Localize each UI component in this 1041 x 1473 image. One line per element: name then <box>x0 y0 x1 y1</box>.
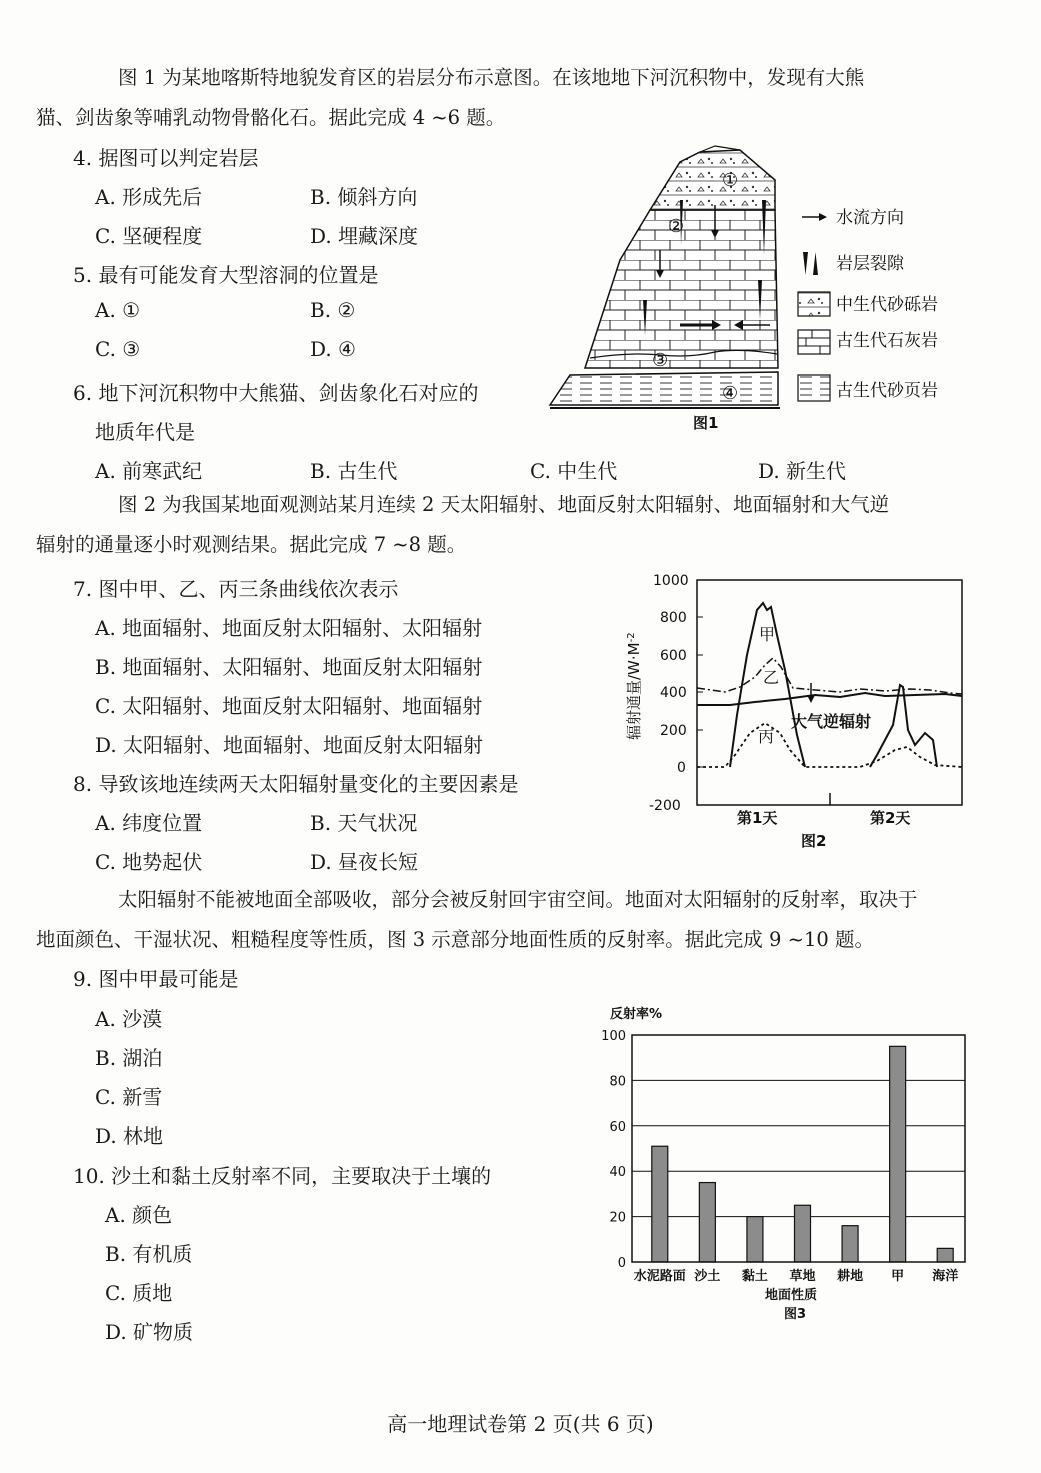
curve-atm-counter-radiation <box>697 693 962 705</box>
label-atm: 大气逆辐射 <box>791 712 872 731</box>
section2-intro-line2: 辐射的通量逐小时观测结果。据此完成 7 ~8 题。 <box>36 533 467 556</box>
q4-option-b[interactable]: B. 倾斜方向 <box>310 185 418 209</box>
q8-option-d[interactable]: D. 昼夜长短 <box>310 850 419 874</box>
q6-stem-line1: 6. 地下河沉积物中大熊猫、剑齿象化石对应的 <box>73 381 479 405</box>
xtick-label: 甲 <box>891 1269 905 1284</box>
ytick-label: 40 <box>609 1165 626 1181</box>
q5-option-d[interactable]: D. ④ <box>310 337 356 361</box>
ytick-200: 200 <box>660 723 687 739</box>
q6-option-c[interactable]: C. 中生代 <box>530 459 618 483</box>
marker-3: ③ <box>652 350 669 371</box>
bar-草地 <box>795 1205 811 1262</box>
figure1-caption: 图1 <box>693 414 719 432</box>
ytick-0: 0 <box>677 760 686 776</box>
figure3-ylabel: 反射率% <box>610 1007 663 1022</box>
legend-fissure-label: 岩层裂隙 <box>836 254 904 274</box>
q6-option-b[interactable]: B. 古生代 <box>310 459 398 483</box>
figure1-legend <box>798 208 938 401</box>
figure3-caption: 图3 <box>784 1307 807 1322</box>
figure2-chart <box>615 565 970 855</box>
figure2-caption: 图2 <box>801 832 827 850</box>
marker-1: ① <box>722 170 739 191</box>
q6-option-d[interactable]: D. 新生代 <box>758 459 847 483</box>
figure3-grid <box>632 1080 965 1216</box>
figure1-diagram <box>540 140 970 440</box>
section1-intro <box>36 58 968 138</box>
xlabel-day2: 第2天 <box>870 809 911 827</box>
q7-option-d[interactable]: D. 太阳辐射、地面辐射、地面反射太阳辐射 <box>95 733 484 757</box>
figure2-ylabel-sup: -2 <box>626 632 637 643</box>
label-bing: 丙 <box>758 727 775 746</box>
q8-stem: 8. 导致该地连续两天太阳辐射量变化的主要因素是 <box>73 772 519 796</box>
bar-耕地 <box>842 1226 858 1262</box>
q5-stem: 5. 最有可能发育大型溶洞的位置是 <box>73 263 379 287</box>
label-jia: 甲 <box>759 625 776 644</box>
ytick-label: 100 <box>601 1029 626 1044</box>
ytick-label: 60 <box>609 1119 626 1135</box>
q4-option-a[interactable]: A. 形成先后 <box>95 185 203 209</box>
figure3-chart <box>600 1000 975 1325</box>
legend-shale-label: 古生代砂页岩 <box>836 381 938 401</box>
xtick-label: 海洋 <box>932 1269 959 1284</box>
page-footer: 高一地理试卷第 2 页(共 6 页) <box>387 1412 654 1436</box>
q8-option-c[interactable]: C. 地势起伏 <box>95 850 203 874</box>
q10-option-d[interactable]: D. 矿物质 <box>105 1320 194 1344</box>
ytick-label: 80 <box>609 1074 626 1090</box>
section1-intro-line1: 图 1 为某地喀斯特地貌发育区的岩层分布示意图。在该地地下河沉积物中，发现有大熊 <box>118 66 865 89</box>
q4-option-c[interactable]: C. 坚硬程度 <box>95 224 203 248</box>
section3-intro-line2: 地面颜色、干湿状况、粗糙程度等性质，图 3 示意部分地面性质的反射率。据此完成 9 ~10 题。 <box>36 928 874 951</box>
q9-option-c[interactable]: C. 新雪 <box>95 1085 163 1109</box>
q10-option-a[interactable]: A. 颜色 <box>105 1203 173 1227</box>
marker-4: ④ <box>722 383 739 404</box>
figure3-xticks <box>634 1268 958 1284</box>
legend-limestone-label: 古生代石灰岩 <box>836 331 938 351</box>
xlabel-day1: 第1天 <box>737 809 778 827</box>
q7-option-b[interactable]: B. 地面辐射、太阳辐射、地面反射太阳辐射 <box>95 655 483 679</box>
q10-stem: 10. 沙土和黏土反射率不同，主要取决于土壤的 <box>73 1164 492 1188</box>
q6-stem-line2: 地质年代是 <box>95 420 195 444</box>
q7-stem: 7. 图中甲、乙、丙三条曲线依次表示 <box>73 577 399 601</box>
q4-option-d[interactable]: D. 埋藏深度 <box>310 224 419 248</box>
ytick-1000: 1000 <box>653 573 689 589</box>
figure2-ylabel: 辐射通量$/W\cdot M^{-2}$ <box>625 632 643 740</box>
ytick-600: 600 <box>660 648 687 664</box>
label-yi: 乙 <box>763 668 780 687</box>
ytick-800: 800 <box>660 610 687 626</box>
xtick-label: 沙土 <box>694 1269 721 1284</box>
xtick-label: 黏土 <box>741 1269 768 1284</box>
figure3-xlabel: 地面性质 <box>765 1288 818 1303</box>
marker-2: ② <box>668 216 685 237</box>
q7-option-a[interactable]: A. 地面辐射、地面反射太阳辐射、太阳辐射 <box>95 616 483 640</box>
q9-option-d[interactable]: D. 林地 <box>95 1124 164 1148</box>
q10-option-c[interactable]: C. 质地 <box>105 1281 173 1305</box>
section3-intro-line1: 太阳辐射不能被地面全部吸收，部分会被反射回宇宙空间。地面对太阳辐射的反射率，取决于 <box>118 888 918 911</box>
figure2-yticks <box>649 573 689 814</box>
ytick-label: 0 <box>617 1256 626 1271</box>
xtick-label: 耕地 <box>837 1269 864 1284</box>
figure3-bars <box>652 1046 953 1262</box>
ytick-neg200: -200 <box>649 798 681 814</box>
bar-甲 <box>890 1046 906 1262</box>
section2-intro <box>36 485 968 565</box>
ytick-label: 20 <box>609 1210 626 1226</box>
section1-intro-line2: 猫、剑齿象等哺乳动物骨骼化石。据此完成 4 ~6 题。 <box>36 106 506 129</box>
section3-intro <box>36 880 968 960</box>
q6-option-a[interactable]: A. 前寒武纪 <box>95 459 203 483</box>
bar-沙土 <box>699 1183 715 1262</box>
q7-option-c[interactable]: C. 太阳辐射、地面反射太阳辐射、地面辐射 <box>95 694 483 718</box>
curve-yi <box>697 658 962 694</box>
xtick-label: 草地 <box>789 1269 816 1284</box>
bar-水泥路面 <box>652 1146 668 1262</box>
q9-option-a[interactable]: A. 沙漠 <box>95 1007 163 1031</box>
section2-intro-line1: 图 2 为我国某地面观测站某月连续 2 天太阳辐射、地面反射太阳辐射、地面辐射和大气逆 <box>118 493 890 516</box>
q5-option-a[interactable]: A. ① <box>95 298 141 322</box>
bar-海洋 <box>937 1248 953 1262</box>
xtick-label: 水泥路面 <box>633 1269 686 1284</box>
q9-option-b[interactable]: B. 湖泊 <box>95 1046 163 1070</box>
q8-option-a[interactable]: A. 纬度位置 <box>95 811 203 835</box>
q8-option-b[interactable]: B. 天气状况 <box>310 811 418 835</box>
q10-option-b[interactable]: B. 有机质 <box>105 1242 193 1266</box>
ytick-400: 400 <box>660 685 687 701</box>
q4-stem: 4. 据图可以判定岩层 <box>73 146 259 170</box>
legend-flow-label: 水流方向 <box>836 208 904 228</box>
figure3-yticks <box>601 1029 626 1271</box>
q5-option-b[interactable]: B. ② <box>310 298 356 322</box>
q9-stem: 9. 图中甲最可能是 <box>73 967 239 991</box>
q5-option-c[interactable]: C. ③ <box>95 337 141 361</box>
bar-黏土 <box>747 1217 763 1262</box>
legend-sandstone-label: 中生代砂砾岩 <box>836 295 938 315</box>
